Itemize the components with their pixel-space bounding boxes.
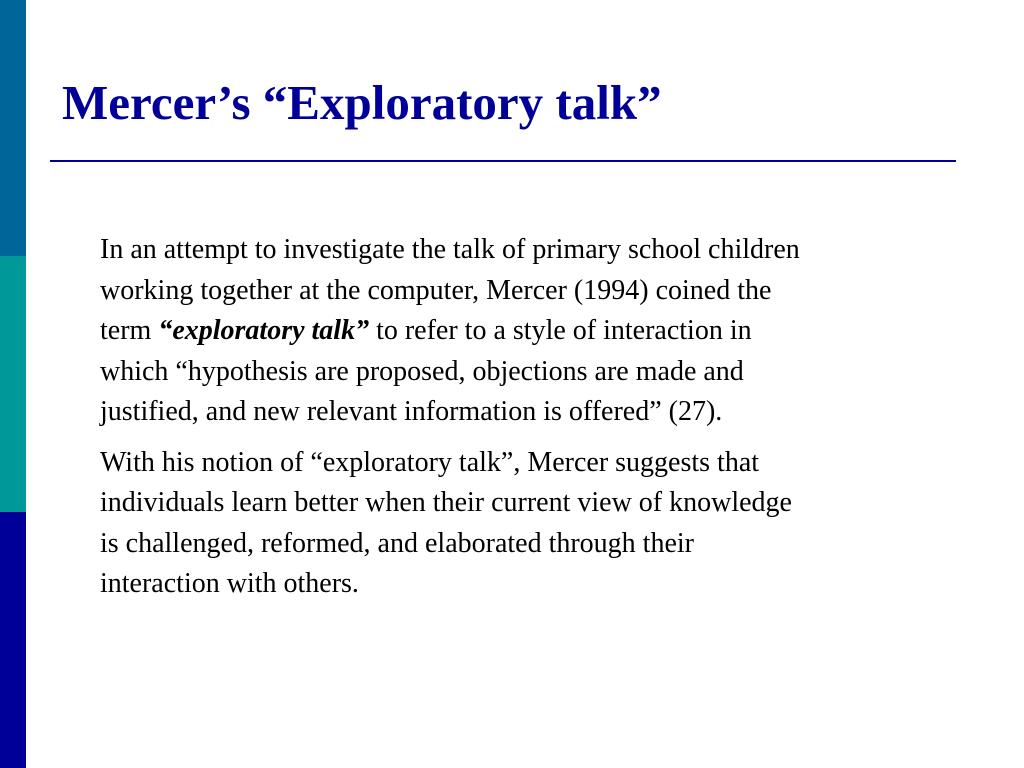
paragraph-1-line-3-suffix: to refer to a style of interaction in: [369, 315, 752, 346]
paragraph-1-line-3-prefix: term: [100, 315, 159, 346]
paragraph-2-line-4: interaction with others.: [100, 568, 359, 599]
slide-title: Mercer’s “Exploratory talk”: [62, 75, 662, 130]
term-exploratory-talk: “exploratory talk”: [158, 315, 370, 346]
paragraph-2-line-2: individuals learn better when their current view of knowledge: [100, 487, 792, 518]
slide-body: [100, 230, 970, 605]
paragraph-1-line-2: working together at the computer, Mercer (1994) coined the: [100, 274, 772, 306]
side-bar-bottom-segment: [0, 512, 26, 768]
paragraph-exploratory-talk-definition: [100, 230, 970, 433]
paragraph-1-line-1: In an attempt to investigate the talk of primary school children: [100, 234, 800, 265]
paragraph-1-line-4: which “hypothesis are proposed, objections are made and: [100, 355, 744, 387]
paragraph-2-line-3: is challenged, reformed, and elaborated through their: [100, 527, 694, 559]
side-bar-middle-segment: [0, 256, 26, 512]
paragraph-2-line-1: With his notion of “exploratory talk”, Mercer suggests that: [100, 446, 760, 478]
title-underline-rule: [50, 160, 956, 162]
side-bar-top-segment: [0, 0, 26, 256]
paragraph-mercer-suggestion: [100, 443, 970, 605]
paragraph-1-line-5: justified, and new relevant information is offered” (27).: [100, 396, 723, 427]
